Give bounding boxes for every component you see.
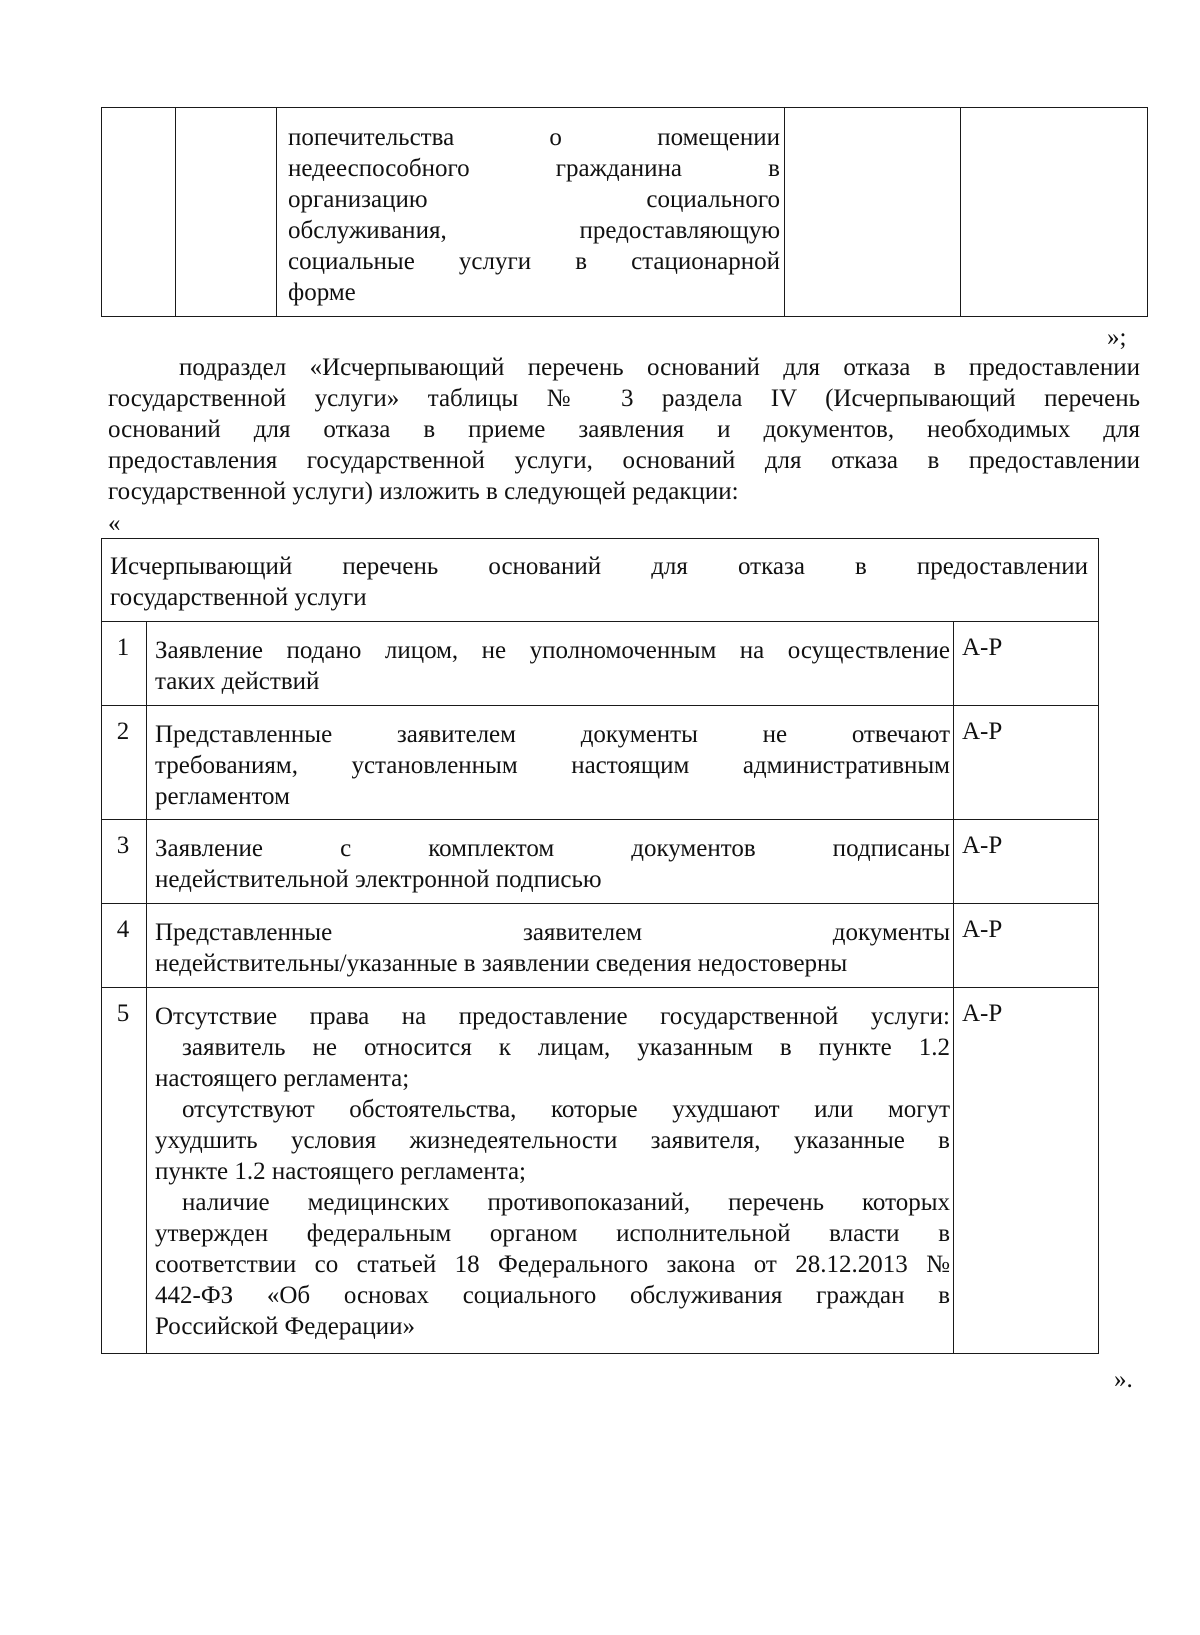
text-line: государственной услуги» таблицы № 3 раздела IV (Исчерпывающий перечень bbox=[108, 385, 1140, 412]
text-line: оснований для отказа в приеме заявления и документов, необходимых для bbox=[108, 416, 1140, 443]
text-line: Заявление подано лицом, не уполномоченным на осуществление bbox=[155, 637, 950, 664]
text-line: социальные услуги в стационарной bbox=[288, 248, 780, 275]
row-divider bbox=[102, 903, 1098, 904]
table-header bbox=[110, 551, 1088, 613]
table-divider bbox=[784, 108, 785, 316]
amendment-paragraph bbox=[108, 352, 1140, 507]
text-line: таких действий bbox=[155, 668, 320, 695]
text-line: утвержден федеральным органом исполнительной власти в bbox=[155, 1220, 950, 1247]
text-line: форме bbox=[288, 279, 356, 306]
text-line: настоящего регламента; bbox=[155, 1065, 410, 1092]
row-text bbox=[155, 719, 950, 812]
opening-quote: « bbox=[108, 510, 121, 537]
text-line: 442-ФЗ «Об основах социального обслуживания граждан в bbox=[155, 1282, 950, 1309]
text-line: организацию социального bbox=[288, 186, 780, 213]
text-line: недееспособного гражданина в bbox=[288, 155, 780, 182]
row-divider bbox=[102, 987, 1098, 988]
text-line: соответствии со статьей 18 Федерального закона от 28.12.2013 № bbox=[155, 1251, 950, 1278]
table-divider bbox=[276, 108, 277, 316]
row-code: А-Р bbox=[962, 832, 1003, 859]
row-text bbox=[155, 917, 950, 979]
table-divider bbox=[175, 108, 176, 316]
text-line: пункте 1.2 настоящего регламента; bbox=[155, 1158, 526, 1185]
row-code: А-Р bbox=[962, 1000, 1003, 1027]
table-divider bbox=[960, 108, 961, 316]
row-number: 3 bbox=[116, 832, 130, 859]
text-line: недействительной электронной подписью bbox=[155, 866, 602, 893]
text-line: Представленные заявителем документы bbox=[155, 919, 950, 946]
text-line: требованиям, установленным настоящим административным bbox=[155, 752, 950, 779]
text-line: ухудшить условия жизнедеятельности заявителя, указанные в bbox=[155, 1127, 950, 1154]
text-line: Представленные заявителем документы не отвечают bbox=[155, 721, 950, 748]
text-line: государственной услуги bbox=[110, 584, 367, 611]
row-code: А-Р bbox=[962, 634, 1003, 661]
text-line: Исчерпывающий перечень оснований для отказа в предоставлении bbox=[110, 553, 1088, 580]
closing-quote: »; bbox=[1107, 324, 1127, 351]
column-divider bbox=[953, 621, 954, 1353]
row-number: 4 bbox=[116, 916, 130, 943]
text-line: отсутствуют обстоятельства, которые ухудшают или могут bbox=[182, 1096, 950, 1123]
row-text bbox=[155, 833, 950, 895]
row-divider bbox=[102, 621, 1098, 622]
text-line: Российской Федерации» bbox=[155, 1313, 416, 1340]
closing-quote: ». bbox=[1114, 1366, 1133, 1393]
text-line: заявитель не относится к лицам, указанным в пункте 1.2 bbox=[182, 1034, 950, 1061]
text-line: обслуживания, предоставляющую bbox=[288, 217, 780, 244]
text-line: Отсутствие права на предоставление государственной услуги: bbox=[155, 1003, 950, 1030]
text-line: государственной услуги) изложить в следующей редакции: bbox=[108, 478, 739, 505]
text-line: недействительны/указанные в заявлении сведения недостоверны bbox=[155, 950, 848, 977]
text-line: подраздел «Исчерпывающий перечень оснований для отказа в предоставлении bbox=[179, 354, 1140, 381]
continuation-cell-text bbox=[288, 122, 780, 308]
refusal-grounds-table bbox=[101, 538, 1099, 1354]
row-code: А-Р bbox=[962, 916, 1003, 943]
row-number: 2 bbox=[116, 718, 130, 745]
text-line: наличие медицинских противопоказаний, перечень которых bbox=[182, 1189, 950, 1216]
row-divider bbox=[102, 705, 1098, 706]
row-text bbox=[155, 635, 950, 697]
text-line: Заявление с комплектом документов подписаны bbox=[155, 835, 950, 862]
row-number: 5 bbox=[116, 1000, 130, 1027]
text-line: регламентом bbox=[155, 783, 290, 810]
row-divider bbox=[102, 819, 1098, 820]
continuation-table bbox=[101, 107, 1148, 317]
row-text bbox=[155, 1001, 950, 1342]
row-number: 1 bbox=[116, 634, 130, 661]
text-line: предоставления государственной услуги, оснований для отказа в предоставлении bbox=[108, 447, 1140, 474]
text-line: попечительства о помещении bbox=[288, 124, 780, 151]
column-divider bbox=[146, 621, 147, 1353]
row-code: А-Р bbox=[962, 718, 1003, 745]
